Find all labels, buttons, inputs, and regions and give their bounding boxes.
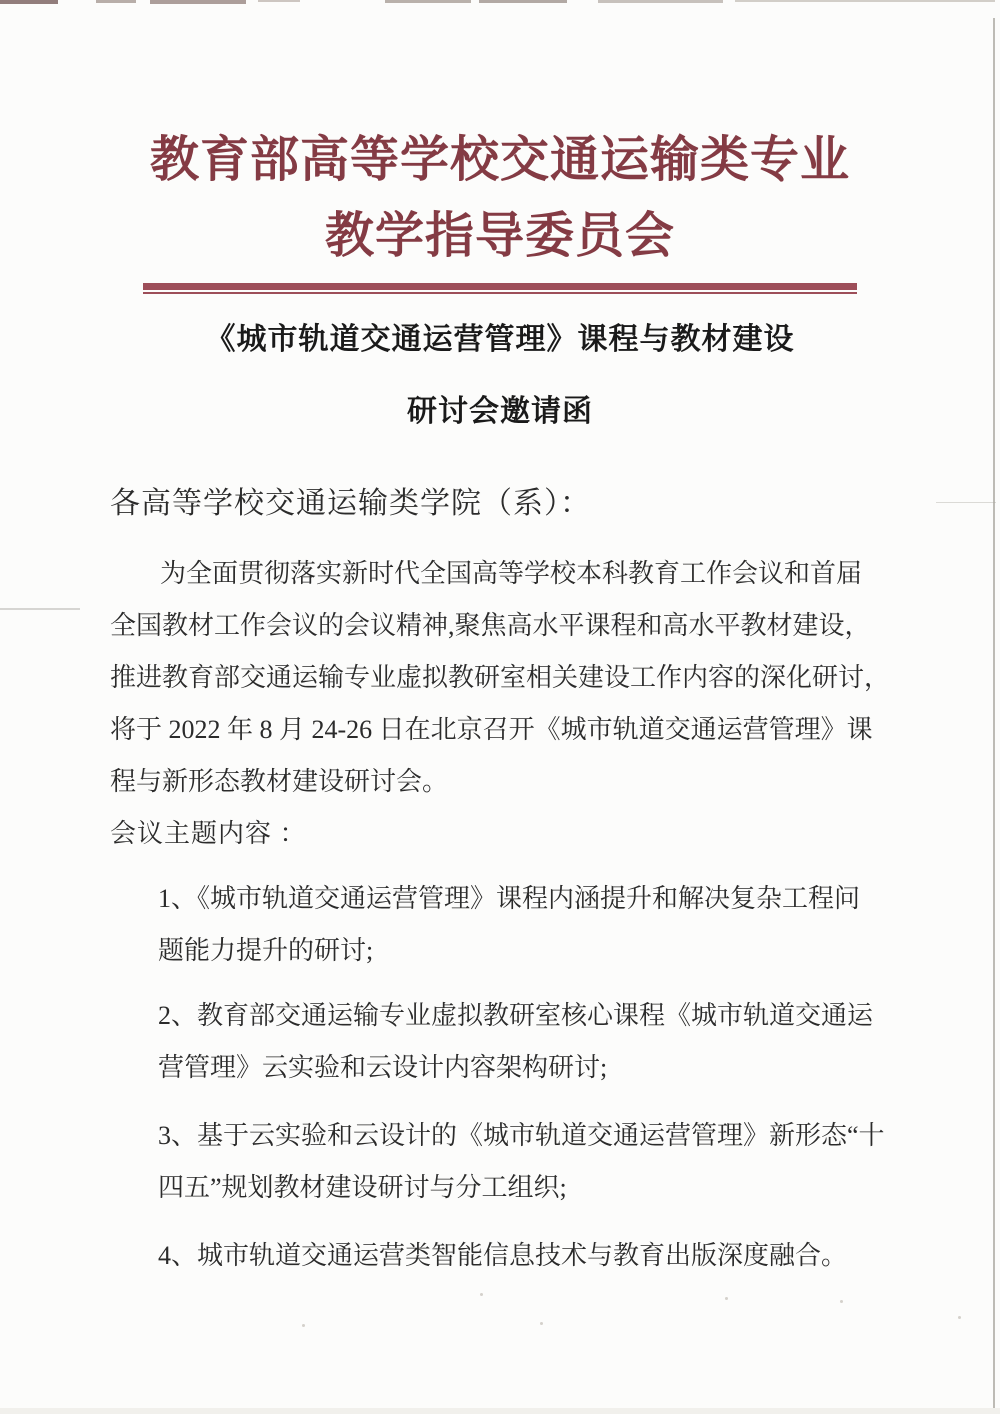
letterhead-title (0, 122, 1000, 274)
topic-line: 3、基于云实验和云设计的《城市轨道交通运营管理》新形态“十 (158, 1121, 885, 1150)
intro-paragraph (110, 548, 890, 808)
scan-top-edge-smudge (0, 0, 58, 4)
topic-line: 题能力提升的研讨; (158, 936, 374, 965)
topic-line: 1、《城市轨道交通运营管理》课程内涵提升和解决复杂工程问 (158, 884, 861, 913)
paragraph-line: 将于 2022 年 8 月 24-26 日在北京召开《城市轨道交通运营管理》课 (110, 715, 873, 744)
scan-speck (480, 1293, 483, 1296)
paragraph-line: 推进教育部交通运输专业虚拟教研室相关建设工作内容的深化研讨， (110, 663, 891, 692)
scan-speck (958, 1316, 961, 1319)
scan-faint-line (936, 502, 996, 503)
topic-item-3 (158, 1110, 890, 1214)
scan-speck (302, 1324, 305, 1327)
letterhead-rule (143, 283, 857, 294)
scan-faint-line (0, 608, 80, 610)
topic-line: 四五”规划教材建设研讨与分工组织; (158, 1173, 567, 1202)
topic-line: 2、教育部交通运输专业虚拟教研室核心课程《城市轨道交通运 (158, 1001, 874, 1030)
paragraph-line: 程与新形态教材建设研讨会。 (110, 767, 449, 796)
salutation: 各高等学校交通运输类学院（系）： (110, 487, 591, 520)
subtitle-line-2: 研讨会邀请函 (407, 395, 593, 428)
scan-top-edge-smudge (258, 0, 300, 2)
letterhead-rule-thick (143, 283, 857, 290)
topic-item-1 (158, 873, 890, 977)
scan-speck (540, 1322, 543, 1325)
subtitle-line-1: 《城市轨道交通运营管理》课程与教材建设 (205, 323, 795, 356)
topic-line: 营管理》云实验和云设计内容架构研讨; (158, 1053, 608, 1082)
letterhead-title-line-1: 教育部高等学校交通运输类专业 (149, 132, 850, 187)
scan-bottom-edge-shade (0, 1408, 1000, 1414)
scan-top-edge-smudge (96, 0, 136, 3)
scan-speck (725, 1297, 728, 1300)
scan-top-edge-smudge (735, 0, 995, 2)
letter-body (110, 478, 890, 1282)
scan-speck (840, 1300, 843, 1303)
document-subtitle (0, 304, 1000, 448)
scan-top-edge-smudge (385, 0, 471, 3)
topics-heading: 会议主题内容 ： (110, 819, 307, 848)
paragraph-line: 为全面贯彻落实新时代全国高等学校本科教育工作会议和首届 (160, 559, 863, 588)
paragraph-line: 全国教材工作会议的会议精神,聚焦高水平课程和高水平教材建设， (110, 611, 871, 640)
topic-item-4 (158, 1230, 890, 1282)
topic-line: 4、城市轨道交通运营类智能信息技术与教育出版深度融合。 (158, 1241, 848, 1270)
letterhead-rule-thin (143, 292, 857, 294)
topic-item-2 (158, 990, 890, 1094)
scan-top-edge-smudge (150, 0, 246, 4)
scan-top-edge-smudge (479, 0, 567, 3)
scan-top-edge-smudge (598, 0, 723, 3)
letterhead-title-line-2: 教学指导委员会 (324, 208, 675, 263)
